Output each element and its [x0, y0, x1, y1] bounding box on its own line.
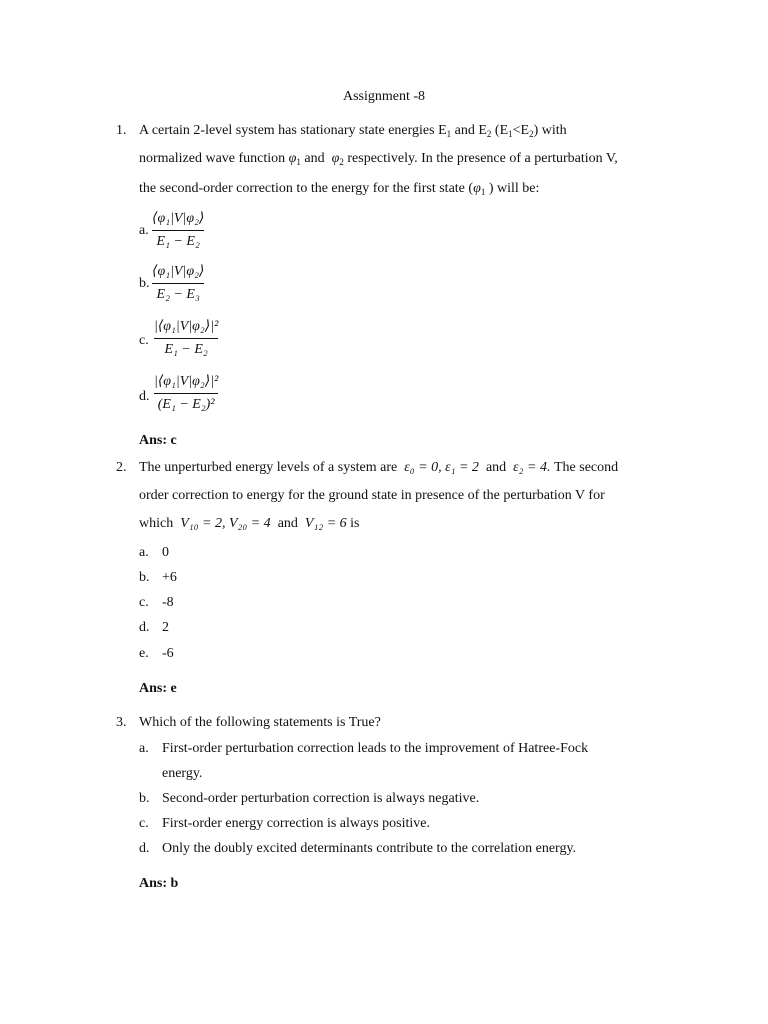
q2-energy-levels-eq-2: ε₂ = 4. [513, 460, 551, 475]
q3-option-text: First-order energy correction is always positive. [162, 816, 431, 831]
fraction-bar [154, 393, 218, 394]
q1-option-c-fraction [154, 319, 218, 359]
q3-option-text: First-order perturbation correction leads to the improvement of Hatree-Fock [162, 741, 589, 756]
q1-option-b-fraction [152, 264, 204, 304]
q3-option-label: b. [139, 791, 150, 806]
q3-option-text: Second-order perturbation correction is always negative. [162, 791, 480, 806]
fraction-bar [154, 338, 218, 339]
q1-option-d-numerator: |⟨φ₁|V|φ₂⟩|² [154, 374, 219, 389]
q1-option-a-numerator: ⟨φ₁|V|φ₂⟩ [152, 211, 205, 226]
q1-option-b-label: b. [139, 276, 150, 291]
page-title: Assignment -8 [342, 89, 426, 104]
fraction-bar [152, 230, 204, 231]
question-2-line-1: The unperturbed energy levels of a system are ε₀ = 0, ε₁ = 2 and ε₂ = 4. The second [139, 460, 619, 475]
question-1-answer: Ans: c [139, 433, 177, 448]
q1-option-a-label: a. [139, 223, 149, 238]
q1-option-b-numerator: ⟨φ₁|V|φ₂⟩ [152, 264, 205, 279]
q1-option-b-denominator: E₂ − E₃ [156, 286, 200, 302]
q1-option-c-numerator: |⟨φ₁|V|φ₂⟩|² [154, 319, 219, 334]
q2-perturbation-eq-2: V₁₂ = 6 [304, 516, 347, 531]
q2-option-label: c. [139, 595, 149, 610]
q1-option-d-label: d. [139, 389, 150, 404]
question-1-line-1: A certain 2-level system has stationary state energies $E_1$ and $E_2$ $(E_1<E_2)$ with [139, 123, 567, 139]
q2-option-label: a. [139, 545, 149, 560]
q2-energy-levels-eq-1: ε₀ = 0, ε₁ = 2 [404, 460, 479, 475]
question-3-answer: Ans: b [139, 876, 179, 891]
q2-option-value: -8 [162, 595, 174, 610]
q2-option-label: b. [139, 570, 150, 585]
question-1-line-3: the second-order correction to the energy for the first state ($\varphi_1$ ) will be: [139, 181, 540, 197]
q1-option-a-denominator: E₁ − E₂ [156, 233, 200, 249]
q1-option-c-denominator: E₁ − E₂ [164, 341, 208, 357]
q1-option-d-fraction [154, 374, 218, 414]
question-2-number: 2. [116, 460, 127, 475]
q2-option-value: 2 [162, 620, 169, 635]
q2-option-value: +6 [162, 570, 177, 585]
q1-option-c-label: c. [139, 333, 149, 348]
question-1-line-2: normalized wave function $\varphi_1$ and $\varphi_2$ respectively. In the presence of a perturbation V, [139, 151, 618, 167]
q3-option-text-continued: energy. [162, 766, 203, 781]
q1-option-d-denominator: (E₁ − E₂)² [157, 396, 215, 412]
question-2-line-2: order correction to energy for the ground state in presence of the perturbation V for [139, 488, 605, 503]
question-3-number: 3. [116, 715, 127, 730]
q2-option-value: 0 [162, 545, 169, 560]
question-1-number: 1. [116, 123, 127, 138]
q3-option-text: Only the doubly excited determinants contribute to the correlation energy. [162, 841, 577, 856]
q2-option-value: -6 [162, 646, 174, 661]
q3-option-label: d. [139, 841, 150, 856]
q3-option-label: a. [139, 741, 149, 756]
fraction-bar [152, 283, 204, 284]
question-2-answer: Ans: e [139, 681, 177, 696]
question-3-text: Which of the following statements is True? [139, 715, 381, 730]
q2-option-label: d. [139, 620, 150, 635]
question-2-line-3: which V₁₀ = 2, V₂₀ = 4 and V₁₂ = 6 is [139, 516, 360, 531]
q2-perturbation-eq-1: V₁₀ = 2, V₂₀ = 4 [180, 516, 271, 531]
q2-option-label: e. [139, 646, 149, 661]
q3-option-label: c. [139, 816, 149, 831]
q1-option-a-fraction [152, 211, 204, 251]
